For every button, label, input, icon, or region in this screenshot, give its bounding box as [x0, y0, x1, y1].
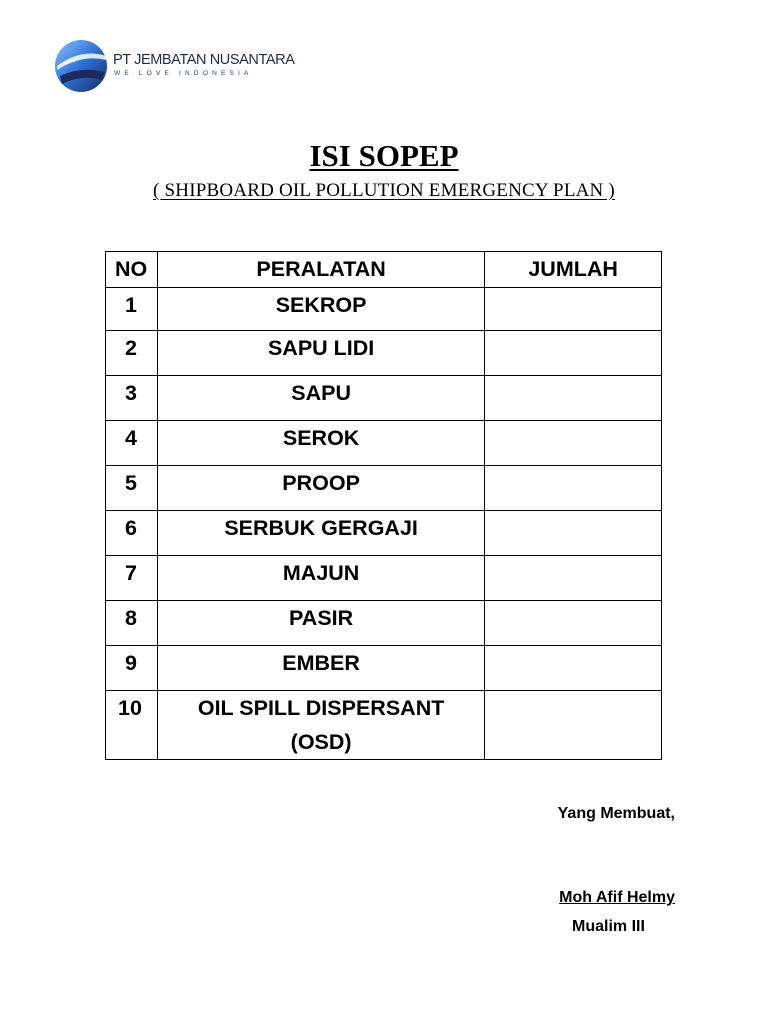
row-item-line1: OIL SPILL DISPERSANT — [197, 696, 445, 720]
document-subtitle: ( SHIPBOARD OIL POLLUTION EMERGENCY PLAN ) — [153, 180, 615, 201]
row-qty — [485, 511, 662, 556]
row-no: 4 — [106, 421, 158, 466]
table-row — [106, 376, 662, 421]
table-row — [106, 466, 662, 511]
row-qty — [485, 646, 662, 691]
header-item: PERALATAN — [157, 252, 484, 288]
row-qty — [485, 466, 662, 511]
row-qty — [485, 556, 662, 601]
equipment-table — [105, 251, 662, 760]
row-no: 6 — [106, 511, 158, 556]
row-no: 7 — [106, 556, 158, 601]
table-header-row — [106, 252, 662, 288]
row-no: 10 — [106, 691, 158, 760]
row-item: PROOP — [157, 466, 484, 511]
header-qty: JUMLAH — [485, 252, 662, 288]
company-name: PT JEMBATAN NUSANTARA — [113, 52, 295, 68]
table-row — [106, 421, 662, 466]
row-qty — [485, 331, 662, 376]
row-item: SEKROP — [157, 288, 484, 331]
row-item: SAPU — [157, 376, 484, 421]
row-no: 8 — [106, 601, 158, 646]
table-row — [106, 288, 662, 331]
document-title: ISI SOPEP — [309, 138, 459, 173]
row-no: 3 — [106, 376, 158, 421]
row-item: PASIR — [157, 601, 484, 646]
row-qty — [485, 601, 662, 646]
company-logo — [54, 36, 295, 98]
table-row — [106, 691, 662, 760]
row-qty — [485, 421, 662, 466]
signer-name: Moh Afif Helmy — [559, 889, 675, 906]
row-no: 9 — [106, 646, 158, 691]
company-tagline: WE LOVE INDONESIA — [114, 70, 253, 77]
signer-rank: Mualim III — [572, 918, 645, 935]
row-qty — [485, 376, 662, 421]
row-item: MAJUN — [157, 556, 484, 601]
table-row — [106, 331, 662, 376]
ship-globe-icon — [54, 36, 110, 98]
row-qty — [485, 691, 662, 760]
table-row — [106, 601, 662, 646]
table-row — [106, 511, 662, 556]
row-no: 2 — [106, 331, 158, 376]
row-item: SAPU LIDI — [157, 331, 484, 376]
row-qty — [485, 288, 662, 331]
table-row — [106, 646, 662, 691]
row-item: SEROK — [157, 421, 484, 466]
row-item: SERBUK GERGAJI — [157, 511, 484, 556]
row-no: 5 — [106, 466, 158, 511]
header-no: NO — [106, 252, 158, 288]
table-row — [106, 556, 662, 601]
row-item-line2: (OSD) — [290, 730, 352, 754]
row-item — [157, 691, 484, 760]
row-no: 1 — [106, 288, 158, 331]
row-item: EMBER — [157, 646, 484, 691]
made-by-label: Yang Membuat, — [557, 805, 675, 822]
